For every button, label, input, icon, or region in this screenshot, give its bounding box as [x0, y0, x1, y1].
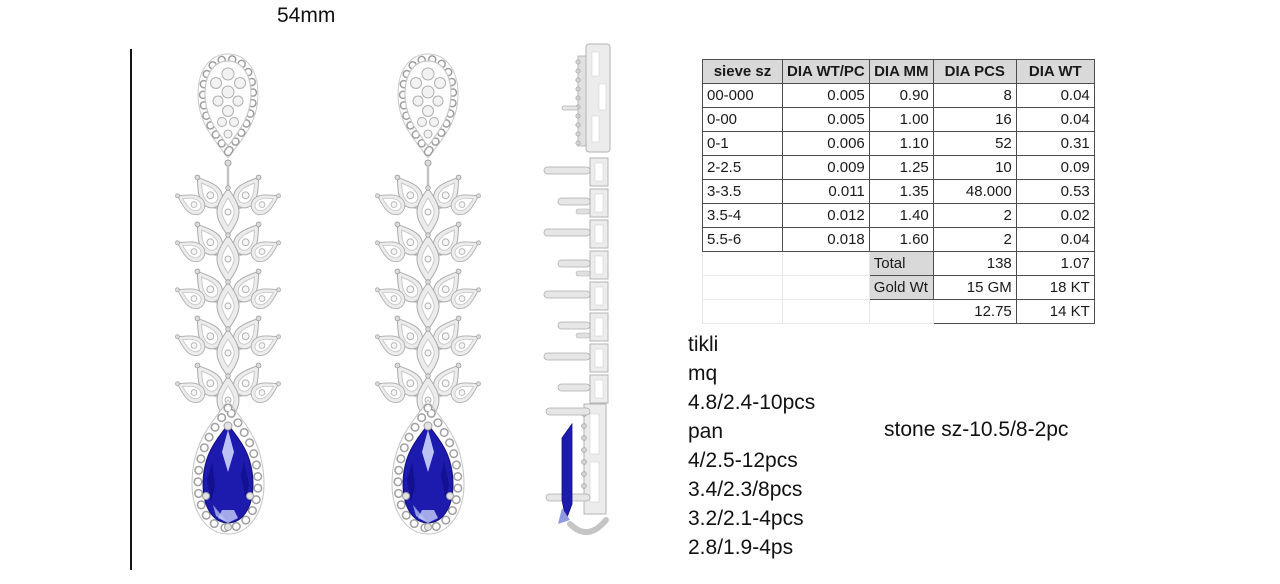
- scale-line: [130, 49, 132, 570]
- table-cell: 0.09: [1016, 156, 1094, 180]
- table-cell: 0.009: [783, 156, 870, 180]
- table-cell: 0.018: [783, 228, 870, 252]
- table-cell: 0.006: [783, 132, 870, 156]
- annotation-line-3: 4.8/2.4-10pcs: [688, 391, 816, 414]
- table-cell: 1.10: [869, 132, 933, 156]
- table-summary-row: [703, 252, 1095, 276]
- table-cell: 0.90: [869, 84, 933, 108]
- table-empty-cell: [783, 252, 870, 276]
- table-cell: 48.000: [933, 180, 1016, 204]
- table-empty-cell: [703, 276, 783, 300]
- table-cell: 0.04: [1016, 228, 1094, 252]
- table-cell: 1.35: [869, 180, 933, 204]
- table-header-cell: DIA PCS: [933, 60, 1016, 84]
- annotation-line-5: 4/2.5-12pcs: [688, 449, 798, 472]
- table-row: [703, 84, 1095, 108]
- table-empty-cell: [869, 300, 933, 324]
- table-summary-value: 18 KT: [1016, 276, 1094, 300]
- table-header-row: [703, 60, 1095, 84]
- table-empty-cell: [783, 276, 870, 300]
- annotation-line-4: pan: [688, 420, 724, 443]
- table-header-cell: DIA WT: [1016, 60, 1094, 84]
- table-summary-label: Total: [869, 252, 933, 276]
- earring-front-view-1: [158, 40, 298, 540]
- table-header-cell: DIA MM: [869, 60, 933, 84]
- table-cell: 1.00: [869, 108, 933, 132]
- table-summary-value: 12.75: [933, 300, 1016, 324]
- earring-side-view: [538, 42, 622, 542]
- table-header-cell: sieve sz: [703, 60, 783, 84]
- diamond-spec-table: [702, 59, 1095, 324]
- table-cell: 00-000: [703, 84, 783, 108]
- table-cell: 0.04: [1016, 84, 1094, 108]
- spec-table: [702, 59, 1095, 324]
- table-cell: 52: [933, 132, 1016, 156]
- table-cell: 2: [933, 228, 1016, 252]
- annotation-line-1: tikli: [688, 333, 719, 356]
- table-cell: 0.02: [1016, 204, 1094, 228]
- table-cell: 1.60: [869, 228, 933, 252]
- table-summary-value: 14 KT: [1016, 300, 1094, 324]
- table-cell: 0-00: [703, 108, 783, 132]
- table-cell: 0-1: [703, 132, 783, 156]
- table-header-cell: DIA WT/PC: [783, 60, 870, 84]
- table-cell: 2-2.5: [703, 156, 783, 180]
- table-cell: 0.005: [783, 84, 870, 108]
- table-cell: 0.012: [783, 204, 870, 228]
- table-empty-cell: [703, 252, 783, 276]
- table-cell: 0.005: [783, 108, 870, 132]
- table-summary-row: [703, 276, 1095, 300]
- table-empty-cell: [703, 300, 783, 324]
- table-summary-label: Gold Wt: [869, 276, 933, 300]
- dimension-label: 54mm: [277, 4, 336, 27]
- table-cell: 5.5-6: [703, 228, 783, 252]
- table-cell: 1.40: [869, 204, 933, 228]
- earring-front-view-2: [358, 40, 498, 540]
- table-cell: 0.011: [783, 180, 870, 204]
- table-cell: 3-3.5: [703, 180, 783, 204]
- annotation-line-2: mq: [688, 362, 718, 385]
- table-summary-row: [703, 300, 1095, 324]
- annotation-line-6: 3.4/2.3/8pcs: [688, 478, 803, 501]
- table-row: [703, 156, 1095, 180]
- annotation-line-8: 2.8/1.9-4ps: [688, 536, 794, 559]
- table-cell: 8: [933, 84, 1016, 108]
- table-cell: 16: [933, 108, 1016, 132]
- table-row: [703, 180, 1095, 204]
- table-cell: 0.53: [1016, 180, 1094, 204]
- table-row: [703, 108, 1095, 132]
- stone-annotations: [688, 333, 815, 565]
- table-cell: 3.5-4: [703, 204, 783, 228]
- table-summary-value: 138: [933, 252, 1016, 276]
- table-summary-value: 15 GM: [933, 276, 1016, 300]
- table-row: [703, 204, 1095, 228]
- table-summary-value: 1.07: [1016, 252, 1094, 276]
- table-row: [703, 228, 1095, 252]
- table-cell: 0.04: [1016, 108, 1094, 132]
- table-cell: 0.31: [1016, 132, 1094, 156]
- table-cell: 2: [933, 204, 1016, 228]
- annotation-line-7: 3.2/2.1-4pcs: [688, 507, 804, 530]
- table-cell: 10: [933, 156, 1016, 180]
- table-empty-cell: [783, 300, 870, 324]
- table-cell: 1.25: [869, 156, 933, 180]
- table-row: [703, 132, 1095, 156]
- stone-size-note: stone sz-10.5/8-2pc: [884, 418, 1069, 441]
